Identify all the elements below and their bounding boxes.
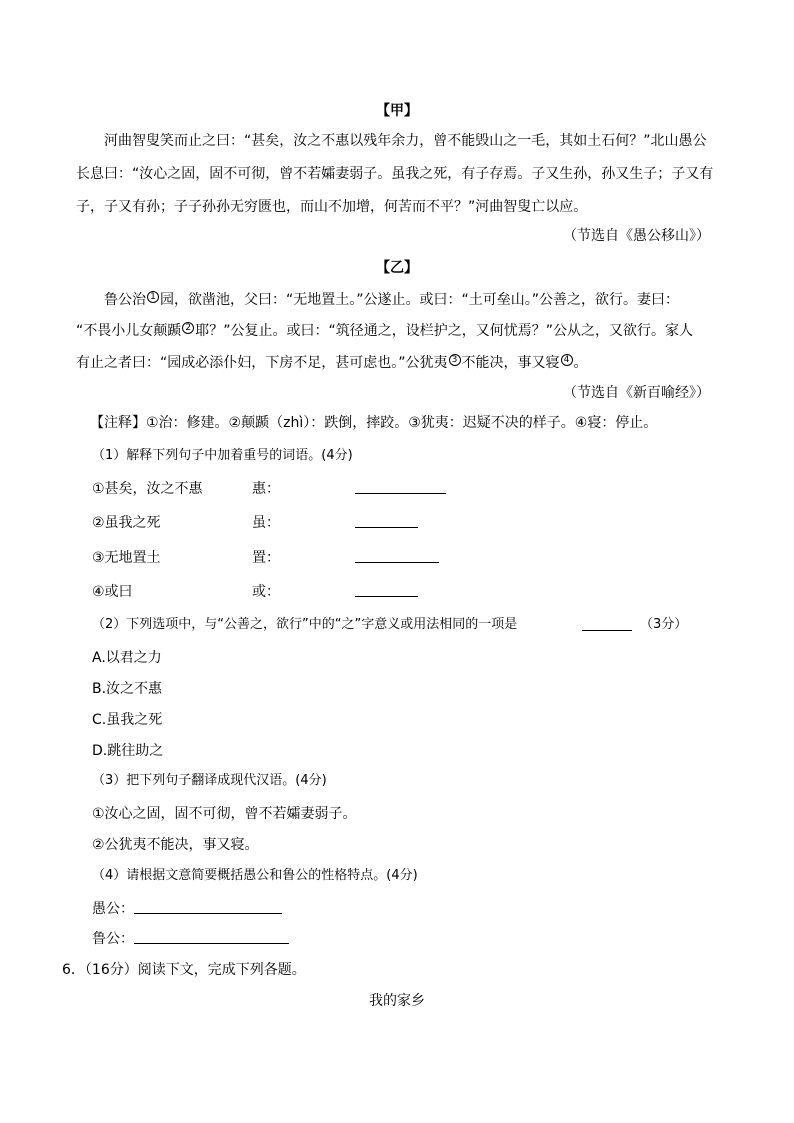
footnote-marker: 4	[561, 354, 573, 366]
passage-line: 长息曰：“汝心之固，固不可彻，曾不若孀妻弱子。虽我之死，有子存焉。子又生孙，孙又生子；子又有	[76, 166, 714, 182]
passage-text: 鲁公治	[104, 292, 146, 308]
footnote-marker: 2	[182, 322, 194, 334]
question-2-prompt: （2）下列选项中，与“公善之，欲行”中的“之”字意义或用法相同的一项是	[92, 617, 518, 632]
passage-line	[76, 353, 588, 373]
q3-sentence: ①汝心之固，固不可彻，曾不若孀妻弱子。	[92, 806, 357, 822]
passage-text: 不能决，事又寝	[461, 355, 560, 371]
q1-word: 惠：	[252, 481, 280, 497]
source-citation: （节选自《新百喻经》）	[563, 385, 710, 401]
answer-blank[interactable]	[355, 527, 418, 528]
option-d: D.跳往助之	[92, 743, 164, 759]
section-heading-jia: 【甲】	[376, 103, 418, 119]
passage-line	[104, 290, 679, 310]
passage-text: 园，欲凿池，父曰：“无地置土。”公遂止。或曰：“土可垒山。”公善之，欲行。妻曰：	[160, 292, 680, 308]
answer-blank[interactable]	[582, 630, 632, 631]
answer-blank[interactable]	[355, 596, 418, 597]
passage-text: 。	[573, 355, 588, 371]
passage-text: “不畏小儿女颠踬	[76, 323, 182, 339]
annotation-notes: 【注释】①治：修建。②颠踬（zhì）：跌倒，摔跤。③犹夷：迟疑不决的样子。④寝：停止。	[90, 415, 658, 431]
q1-sentence: ④或曰	[92, 584, 133, 600]
question-4-prompt: （4）请根据文意简要概括愚公和鲁公的性格特点。(4分)	[92, 868, 418, 883]
passage-text: 耶？”公复止。或曰：“筑径通之，设栏护之，又何忧焉？”公从之，又欲行。家人	[195, 323, 694, 339]
question-1-prompt: （1）解释下列句子中加着重号的词语。(4分)	[92, 448, 353, 463]
q1-word: 置：	[252, 550, 280, 566]
q3-sentence: ②公犹夷不能决，事又寝。	[92, 837, 259, 853]
passage-line: 河曲智叟笑而止之曰：“甚矣，汝之不惠以残年余力，曾不能毁山之一毛，其如土石何？”北山愚公	[104, 133, 707, 149]
question-6-heading: 6．（16分）阅读下文，完成下列各题。	[62, 962, 306, 978]
passage-line	[76, 321, 693, 341]
option-a: A.以君之力	[92, 650, 162, 666]
q1-sentence: ①甚矣，汝之不惠	[92, 481, 203, 497]
footnote-marker: 1	[147, 291, 159, 303]
q1-sentence: ③无地置土	[92, 550, 161, 566]
option-b: B.汝之不惠	[92, 681, 163, 697]
q1-word: 或：	[252, 584, 280, 600]
answer-blank[interactable]	[134, 913, 282, 914]
source-citation: （节选自《愚公移山》）	[563, 228, 710, 244]
passage-text: 有止之者曰：“园成必添仆妇，下房不足，甚可虑也。”公犹夷	[76, 355, 448, 371]
q1-sentence: ②虽我之死	[92, 515, 161, 531]
q4-label-yugong: 愚公：	[92, 901, 134, 917]
passage-title: 我的家乡	[369, 993, 425, 1009]
option-c: C.虽我之死	[92, 712, 163, 728]
q4-label-lugong: 鲁公：	[92, 931, 134, 947]
q1-word: 虽：	[252, 515, 280, 531]
footnote-marker: 3	[449, 354, 461, 366]
answer-blank[interactable]	[355, 493, 446, 494]
question-3-prompt: （3）把下列句子翻译成现代汉语。(4分)	[92, 773, 327, 788]
question-2-score: （3分）	[640, 617, 688, 632]
passage-line: 子，子又有孙；子子孙孙无穷匮也，而山不加增，何苦而不平？”河曲智叟亡以应。	[76, 199, 588, 215]
section-heading-yi: 【乙】	[376, 260, 418, 276]
answer-blank[interactable]	[134, 943, 289, 944]
answer-blank[interactable]	[355, 562, 439, 563]
